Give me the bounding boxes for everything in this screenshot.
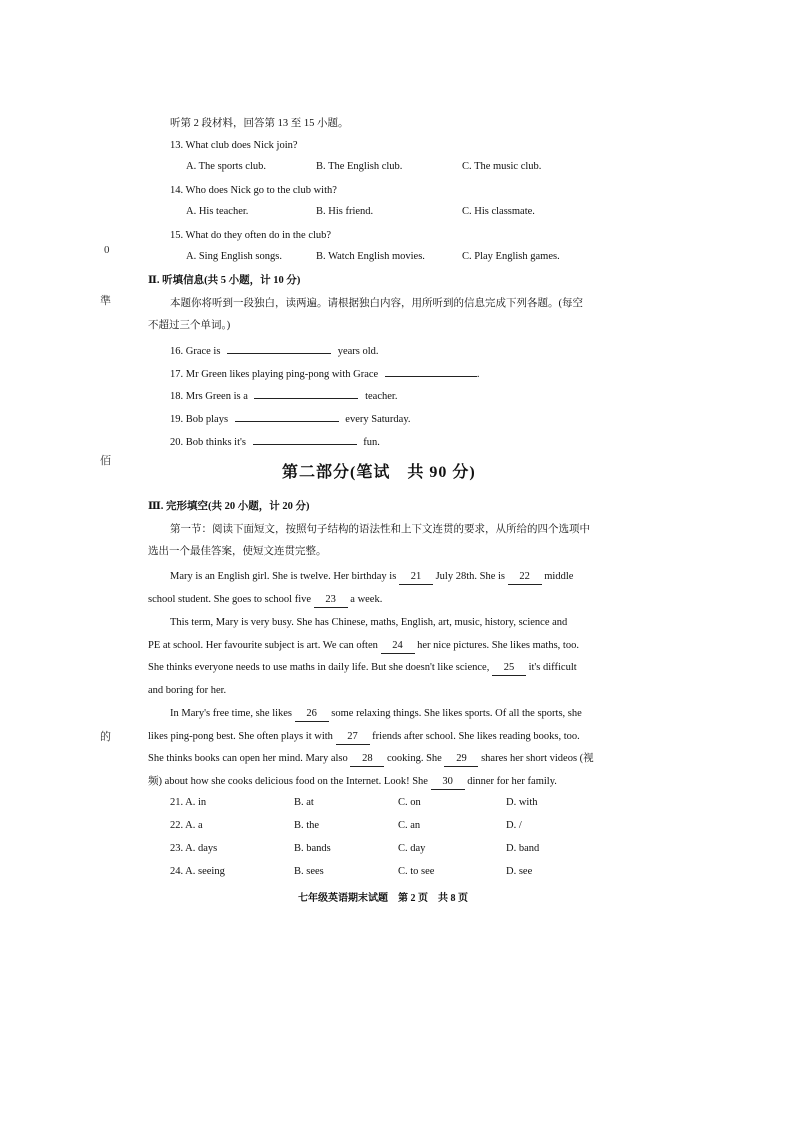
passage-line <box>148 730 580 745</box>
margin-mark: 佰 <box>100 455 111 467</box>
item-text: teacher. <box>365 391 398 402</box>
item-text: 17. Mr Green likes playing ping-pong with Grace <box>170 369 379 380</box>
section-2-instruction: 本题你将听到一段独白，读两遍。请根据独白内容，用所听到的信息完成下列各题。(每空 <box>170 298 583 309</box>
fill-item-18 <box>170 388 397 404</box>
option-21b: B. at <box>294 797 314 808</box>
passage-line: and boring for her. <box>148 685 227 696</box>
option-24b: B. sees <box>294 866 324 877</box>
passage-text: dinner for her family. <box>467 776 557 787</box>
listening-intro: 听第 2 段材料，回答第 13 至 15 小题。 <box>170 118 349 129</box>
cloze-blank-28[interactable]: 28 <box>350 752 384 767</box>
option-23c: C. day <box>398 843 426 854</box>
cloze-blank-29[interactable]: 29 <box>444 752 478 767</box>
question-15: 15. What do they often do in the club? <box>170 230 332 241</box>
question-13: 13. What club does Nick join? <box>170 140 298 151</box>
passage-text: likes ping-pong best. She often plays it with <box>148 731 333 742</box>
option-21c: C. on <box>398 797 421 808</box>
option-23a: 23. A. days <box>170 843 218 854</box>
part-two-heading: 第二部分(笔试 共 90 分) <box>282 464 476 481</box>
option-23b: B. bands <box>294 843 331 854</box>
passage-text: middle <box>544 571 574 582</box>
cloze-blank-21[interactable]: 21 <box>399 570 433 585</box>
option-15b: B. Watch English movies. <box>316 251 425 262</box>
passage-text: She thinks books can open her mind. Mary also <box>148 753 348 764</box>
passage-text: She thinks everyone needs to use maths in daily life. But she doesn't like science, <box>148 662 490 673</box>
answer-blank[interactable] <box>254 388 358 399</box>
option-22c: C. an <box>398 820 421 831</box>
option-15c: C. Play English games. <box>462 251 560 262</box>
passage-text: 频) about how she cooks delicious food on the Internet. Look! She <box>148 776 428 787</box>
option-24c: C. to see <box>398 866 435 877</box>
option-13b: B. The English club. <box>316 161 403 172</box>
item-text: 19. Bob plays <box>170 414 229 425</box>
margin-mark: 的 <box>100 731 111 743</box>
item-text: 20. Bob thinks it's <box>170 437 246 448</box>
item-text: 18. Mrs Green is a <box>170 391 248 402</box>
passage-text: school student. She goes to school five <box>148 594 312 605</box>
passage-text: it's difficult <box>528 662 577 673</box>
option-24d: D. see <box>506 866 533 877</box>
section-2-instruction-cont: 不超过三个单词。) <box>148 320 231 331</box>
option-22d: D. / <box>506 820 522 831</box>
fill-item-19 <box>170 411 411 427</box>
passage-text: shares her short videos (视 <box>481 753 594 764</box>
option-14a: A. His teacher. <box>186 206 249 217</box>
option-21d: D. with <box>506 797 538 808</box>
section-3-instruction: 第一节：阅读下面短文，按照句子结构的语法性和上下文连贯的要求，从所给的四个选项中 <box>170 524 590 535</box>
passage-text: friends after school. She likes reading books, too. <box>372 731 580 742</box>
fill-item-16 <box>170 343 379 359</box>
option-14b: B. His friend. <box>316 206 374 217</box>
passage-text: PE at school. Her favourite subject is art. We can often <box>148 640 378 651</box>
option-13c: C. The music club. <box>462 161 542 172</box>
passage-text: In Mary's free time, she likes <box>170 708 293 719</box>
section-3-instruction-cont: 选出一个最佳答案，使短文连贯完整。 <box>148 546 327 557</box>
fill-item-17 <box>170 366 479 382</box>
option-14c: C. His classmate. <box>462 206 535 217</box>
passage-line <box>148 661 577 676</box>
passage-line <box>148 752 594 767</box>
option-15a: A. Sing English songs. <box>186 251 282 262</box>
option-21a: 21. A. in <box>170 797 207 808</box>
section-3-title: Ⅲ. 完形填空(共 20 小题，计 20 分) <box>148 501 310 512</box>
passage-text: cooking. She <box>387 753 442 764</box>
passage-text: July 28th. She is <box>435 571 505 582</box>
item-text: every Saturday. <box>345 414 411 425</box>
answer-blank[interactable] <box>235 411 339 422</box>
cloze-blank-27[interactable]: 27 <box>336 730 370 745</box>
passage-line <box>148 593 382 608</box>
passage-line <box>148 775 557 790</box>
cloze-blank-26[interactable]: 26 <box>295 707 329 722</box>
page-footer: 七年级英语期末试题 第 2 页 共 8 页 <box>298 893 468 904</box>
passage-text: a week. <box>350 594 383 605</box>
passage-line: This term, Mary is very busy. She has Chinese, maths, English, art, music, history, science and <box>170 617 568 628</box>
margin-mark: 0 <box>104 244 110 256</box>
fill-item-20 <box>170 434 380 450</box>
cloze-blank-22[interactable]: 22 <box>508 570 542 585</box>
question-14: 14. Who does Nick go to the club with? <box>170 185 337 196</box>
item-text: . <box>476 369 480 380</box>
margin-mark: 準 <box>100 295 111 307</box>
cloze-blank-24[interactable]: 24 <box>381 639 415 654</box>
answer-blank[interactable] <box>227 343 331 354</box>
option-22b: B. the <box>294 820 320 831</box>
passage-text: Mary is an English girl. She is twelve. Her birthday is <box>170 571 397 582</box>
option-24a: 24. A. seeing <box>170 866 225 877</box>
passage-line <box>170 707 582 722</box>
passage-text: her nice pictures. She likes maths, too. <box>417 640 579 651</box>
option-22a: 22. A. a <box>170 820 203 831</box>
cloze-blank-25[interactable]: 25 <box>492 661 526 676</box>
section-2-title: Ⅱ. 听填信息(共 5 小题，计 10 分) <box>148 275 301 286</box>
cloze-blank-30[interactable]: 30 <box>431 775 465 790</box>
option-13a: A. The sports club. <box>186 161 267 172</box>
item-text: 16. Grace is <box>170 346 221 357</box>
answer-blank[interactable] <box>385 366 477 377</box>
item-text: years old. <box>337 346 379 357</box>
passage-line <box>148 639 579 654</box>
option-23d: D. band <box>506 843 540 854</box>
item-text: fun. <box>363 437 380 448</box>
passage-line <box>170 570 573 585</box>
passage-text: some relaxing things. She likes sports. Of all the sports, she <box>331 708 582 719</box>
answer-blank[interactable] <box>253 434 357 445</box>
cloze-blank-23[interactable]: 23 <box>314 593 348 608</box>
